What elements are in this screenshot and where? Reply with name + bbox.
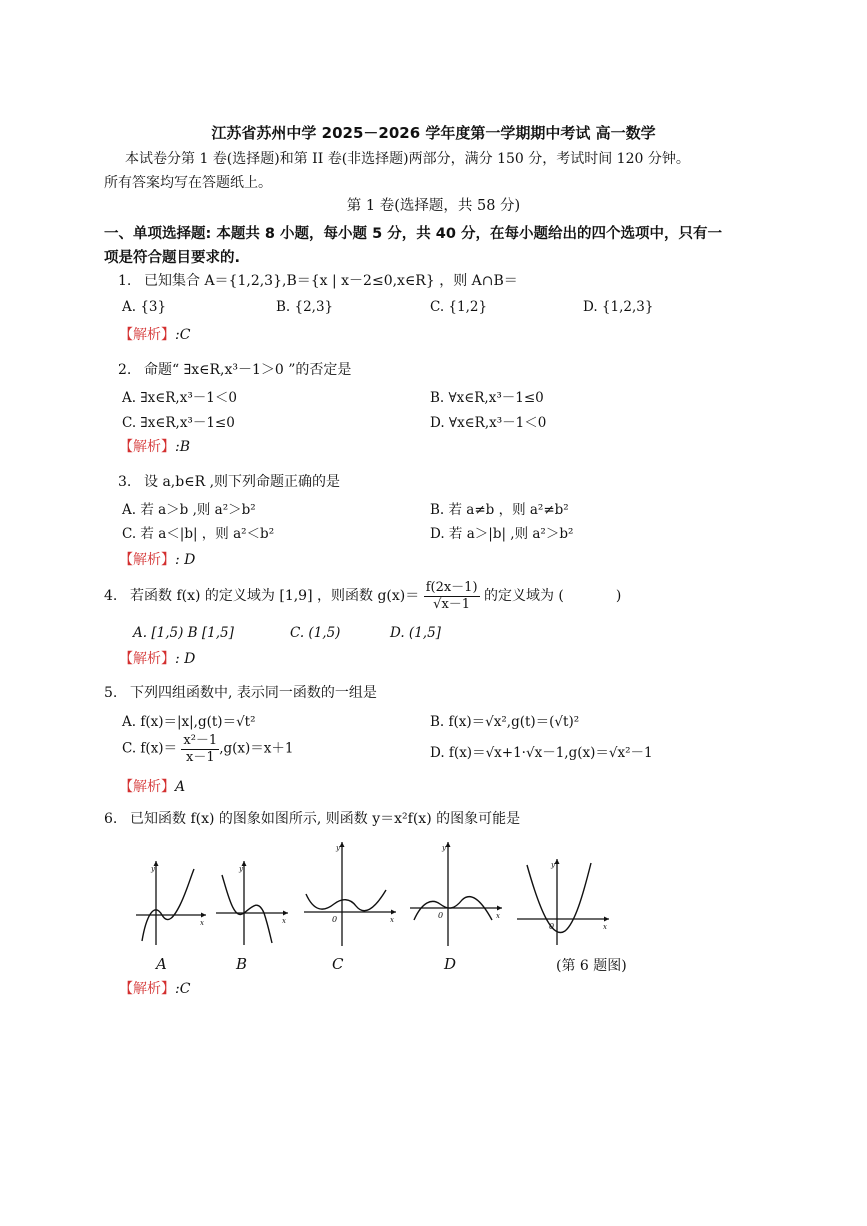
q5-option-b: B. f(x)＝√x²,g(t)＝(√t)² [430,714,580,730]
q1-option-a: A. {3} [122,299,167,315]
svg-text:x: x [390,916,394,924]
intro-line-2: 所有答案均写在答题纸上。 [104,175,272,191]
fraction-denominator: √x－1 [433,596,471,612]
answer-value: :B [175,439,191,455]
option-c-tail: ,g(x)＝x＋1 [219,740,294,757]
q2-answer [119,436,190,456]
question-stem-c: ) [615,588,622,605]
question-5 [104,682,377,702]
answer-tag: 【解析】 [119,439,175,455]
q3-option-d: D. 若 a＞|b| ,则 a²＞b² [430,526,574,542]
q4-option-a-b: A. [1,5) B [1,5] [133,625,234,641]
q2-option-d: D. ∀x∈R,x³－1＜0 [430,415,547,431]
svg-text:x: x [603,923,607,931]
question-stem: 已知函数 f(x) 的图象如图所示, 则函数 y＝x²f(x) 的图象可能是 [130,811,521,827]
question-number: 1. [118,273,132,289]
q4-option-d: D. (1,5] [390,625,441,641]
question-stem: 设 a,b∈R ,则下列命题正确的是 [144,474,341,490]
answer-tag: 【解析】 [119,779,175,795]
caption-b: B [236,955,248,973]
caption-d: D [444,955,457,973]
fraction-numerator: f(2x－1) [425,580,478,595]
question-2 [118,359,351,379]
graph-option-b [212,855,292,947]
svg-text:0: 0 [549,922,555,931]
q6-answer [119,978,190,998]
q4-answer [119,648,195,668]
question-number: 5. [104,685,118,701]
question-number: 2. [118,362,132,378]
graph-option-c [302,838,400,948]
q2-option-b: B. ∀x∈R,x³－1≤0 [430,390,544,406]
answer-value: : D [175,651,196,667]
q5-option-c [122,733,294,765]
svg-text:x: x [200,919,204,927]
svg-text:y: y [442,844,446,852]
answer-tag: 【解析】 [119,552,175,568]
q3-answer [119,549,195,569]
question-stem: 已知集合 A＝{1,2,3},B＝{x | x－2≤0,x∈R} ，则 A∩B＝ [144,273,518,289]
question-stem-a: 若函数 f(x) 的定义域为 [1,9] ，则函数 g(x)＝ [130,588,420,605]
q1-option-b: B. {2,3} [276,299,334,315]
question-number: 6. [104,811,118,827]
question-4 [104,580,621,612]
q2-option-a: A. ∃x∈R,x³－1＜0 [122,390,237,406]
graph-reference-fx [515,855,613,947]
section-heading-line-1: 一、单项选择题: 本题共 8 小题，每小题 5 分，共 40 分，在每小题给出的四个选项中，只有一 [104,226,722,242]
svg-text:x: x [282,917,286,925]
q5-option-d: D. f(x)＝√x+1·√x－1,g(x)＝√x²－1 [430,745,653,761]
q3-option-b: B. 若 a≠b ，则 a²≠b² [430,502,569,518]
svg-text:x: x [496,912,500,920]
fraction-denominator: x－1 [185,749,215,765]
caption-figure-6: (第 6 题图) [556,958,627,974]
answer-value: A [175,779,186,795]
intro-line-1: 本试卷分第 1 卷(选择题)和第 II 卷(非选择题)两部分，满分 150 分，考试时间 120 分钟。 [125,151,690,167]
question-stem: 命题“ ∃x∈R,x³－1＞0 ”的否定是 [144,362,352,378]
answer-tag: 【解析】 [119,651,175,667]
q1-option-d: D. {1,2,3} [583,299,654,315]
part-title: 第 1 卷(选择题，共 58 分) [346,198,521,214]
svg-text:y: y [151,865,155,873]
answer-tag: 【解析】 [119,327,175,343]
svg-text:0: 0 [438,911,444,920]
question-stem-b: 的定义域为 ( [483,588,564,605]
question-number: 3. [118,474,132,490]
question-6 [104,808,520,828]
graph-option-d [408,838,506,948]
question-1 [118,270,518,290]
option-c-fraction [181,733,219,765]
question-3 [118,471,340,491]
answer-tag: 【解析】 [119,981,175,997]
svg-text:y: y [239,865,243,873]
graph-option-a [132,855,210,947]
q2-option-c: C. ∃x∈R,x³－1≤0 [122,415,235,431]
answer-value: :C [175,327,191,343]
q1-option-c: C. {1,2} [430,299,488,315]
svg-text:y: y [336,844,340,852]
caption-c: C [332,955,344,973]
exam-title: 江苏省苏州中学 2025－2026 学年度第一学期期中考试 高一数学 [211,124,656,142]
q4-option-c: C. (1,5) [290,625,341,641]
q3-option-a: A. 若 a＞b ,则 a²＞b² [122,502,256,518]
option-c-prefix: C. f(x)＝ [122,740,178,757]
svg-text:y: y [551,861,555,869]
q5-option-a: A. f(x)＝|x|,g(t)＝√t² [122,714,256,730]
section-heading-line-2: 项是符合题目要求的. [104,250,241,266]
q1-answer [119,324,190,344]
svg-text:0: 0 [332,915,338,924]
answer-value: : D [175,552,196,568]
question-stem: 下列四组函数中, 表示同一函数的一组是 [130,685,377,701]
question-number: 4. [104,588,118,605]
g-fraction [424,580,480,612]
caption-a: A [156,955,167,973]
q5-answer [119,776,185,796]
fraction-numerator: x²－1 [183,733,218,748]
q3-option-c: C. 若 a＜|b| ，则 a²＜b² [122,526,275,542]
answer-value: :C [175,981,191,997]
